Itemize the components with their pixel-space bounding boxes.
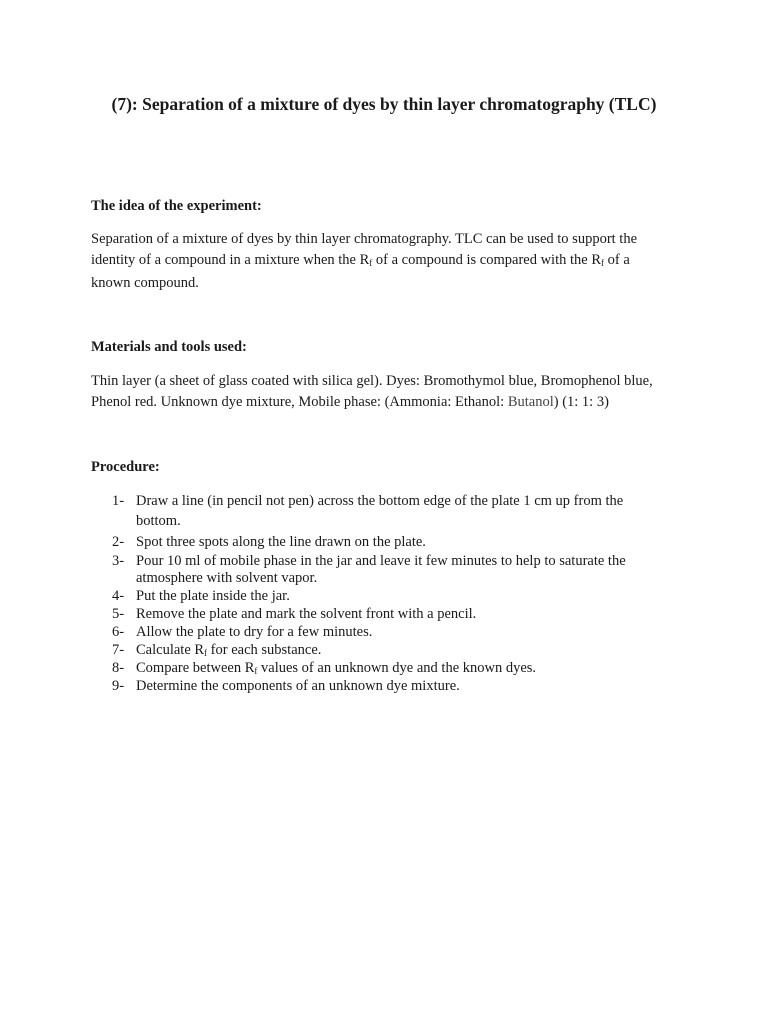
procedure-step [91, 624, 691, 642]
procedure-step [91, 606, 691, 624]
idea-line-2-part-b: of a compound is compared with the R [372, 251, 601, 268]
materials-paragraph [91, 371, 681, 412]
idea-line-2 [91, 250, 681, 274]
idea-line-2-part-a: identity of a compound in a mixture when the R [91, 251, 370, 268]
step-number: 7- [112, 642, 125, 658]
procedure-list [91, 491, 691, 696]
rf-subscript: f [601, 257, 604, 268]
step-text: Pour 10 ml of mobile phase in the jar and leave it few minutes to help to saturate the [136, 553, 626, 569]
step-number: 4- [112, 588, 125, 604]
procedure-step [91, 588, 691, 606]
step-text-part-a: Calculate R [136, 642, 205, 658]
step-text-continued: bottom. [136, 513, 181, 529]
procedure-step [91, 491, 691, 532]
step-text-part-b: for each substance. [207, 642, 322, 658]
step-text-part-b: values of an unknown dye and the known dyes. [257, 660, 537, 676]
procedure-heading: Procedure: [91, 459, 160, 475]
step-number: 8- [112, 660, 125, 676]
idea-line-1: Separation of a mixture of dyes by thin layer chromatography. TLC can be used to support the [91, 231, 638, 247]
idea-line-2-part-c: of a [604, 251, 630, 268]
procedure-step [91, 660, 691, 678]
materials-line-1: Thin layer (a sheet of glass coated with silica gel). Dyes: Bromothymol blue, Bromophenol blue, [91, 373, 653, 389]
step-number: 9- [112, 678, 125, 694]
step-number: 1- [112, 493, 125, 509]
step-text: Put the plate inside the jar. [136, 588, 290, 604]
step-text [136, 660, 691, 680]
step-text [136, 642, 691, 662]
step-number: 3- [112, 553, 125, 569]
procedure-step [91, 678, 691, 696]
materials-line-2 [91, 392, 681, 413]
step-text-part-a: Compare between R [136, 660, 255, 676]
materials-heading: Materials and tools used: [91, 339, 247, 355]
idea-line-3: known compound. [91, 275, 199, 291]
procedure-step [91, 553, 691, 588]
idea-heading: The idea of the experiment: [91, 198, 262, 214]
step-number: 5- [112, 606, 125, 622]
step-text: Remove the plate and mark the solvent front with a pencil. [136, 606, 477, 622]
materials-line-2-part-a: Phenol red. Unknown dye mixture, Mobile phase: (Ammonia: Ethanol: [91, 393, 508, 410]
rf-subscript: f [369, 257, 373, 268]
step-text: Spot three spots along the line drawn on the plate. [136, 534, 426, 550]
step-text: Draw a line (in pencil not pen) across the bottom edge of the plate 1 cm up from the [136, 493, 624, 509]
page-title: (7): Separation of a mixture of dyes by thin layer chromatography (TLC) [111, 94, 657, 114]
materials-butanol: Butanol [507, 393, 554, 410]
step-number: 6- [112, 624, 125, 640]
step-text-continued: atmosphere with solvent vapor. [136, 570, 318, 586]
rf-subscript: f [204, 648, 208, 658]
materials-ratio: ) (1: 1: 3) [553, 393, 609, 410]
idea-paragraph [91, 229, 681, 294]
step-number: 2- [112, 534, 125, 550]
rf-subscript: f [254, 666, 258, 676]
step-text: Allow the plate to dry for a few minutes. [136, 624, 373, 640]
procedure-step [91, 642, 691, 660]
step-text: Determine the components of an unknown dye mixture. [136, 678, 460, 694]
procedure-step [91, 532, 691, 553]
